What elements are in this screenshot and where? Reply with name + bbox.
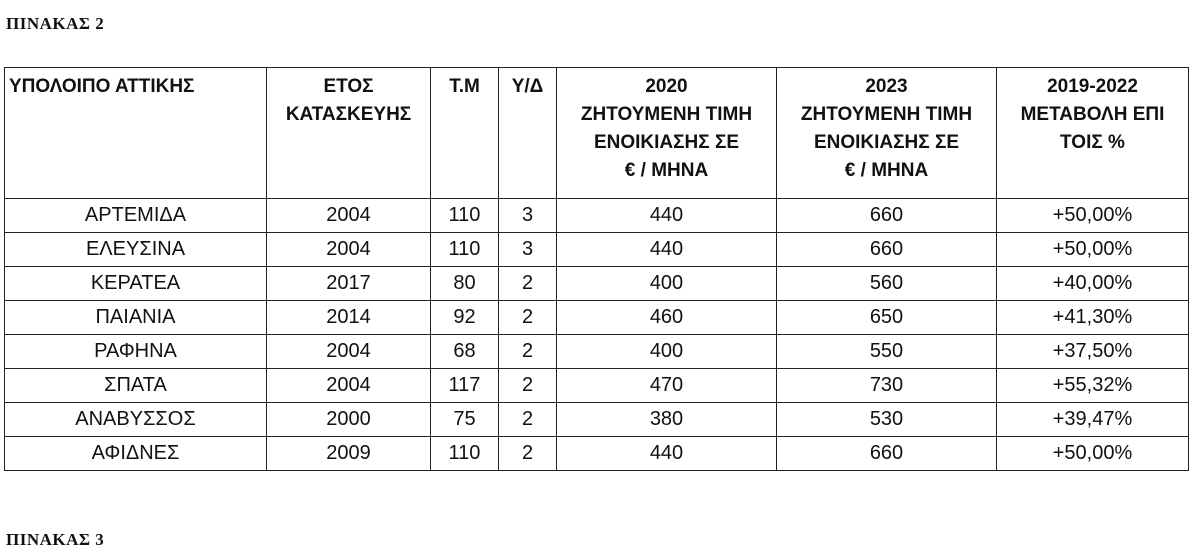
table-row bbox=[5, 437, 1189, 471]
table-cell: 660 bbox=[777, 437, 997, 471]
table-cell: 2004 bbox=[267, 199, 431, 233]
table-cell: 530 bbox=[777, 403, 997, 437]
table-row bbox=[5, 335, 1189, 369]
table-row bbox=[5, 199, 1189, 233]
table-cell: 110 bbox=[431, 233, 499, 267]
table-cell: +50,00% bbox=[997, 199, 1189, 233]
table-cell: 2 bbox=[499, 301, 557, 335]
column-header-line: ΕΝΟΙΚΙΑΣΗΣ ΣΕ bbox=[813, 132, 960, 153]
column-header-line: ΚΑΤΑΣΚΕΥΗΣ bbox=[285, 104, 412, 125]
rent-prices-table bbox=[4, 67, 1189, 471]
table-cell: 75 bbox=[431, 403, 499, 437]
table-row bbox=[5, 369, 1189, 403]
table-cell: 380 bbox=[557, 403, 777, 437]
table-cell: ΑΝΑΒΥΣΣΟΣ bbox=[5, 403, 267, 437]
column-header-line: 2023 bbox=[865, 76, 908, 97]
table-row bbox=[5, 233, 1189, 267]
table-cell: 2000 bbox=[267, 403, 431, 437]
table-row bbox=[5, 403, 1189, 437]
column-header bbox=[777, 68, 997, 199]
table-cell: 117 bbox=[431, 369, 499, 403]
table-cell: +50,00% bbox=[997, 233, 1189, 267]
table-cell: 470 bbox=[557, 369, 777, 403]
column-header-line: Υ/Δ bbox=[511, 76, 544, 97]
column-header bbox=[997, 68, 1189, 199]
table-cell: 92 bbox=[431, 301, 499, 335]
table-cell: 3 bbox=[499, 199, 557, 233]
table-cell: 80 bbox=[431, 267, 499, 301]
table-cell: 550 bbox=[777, 335, 997, 369]
table-cell: +50,00% bbox=[997, 437, 1189, 471]
table-cell: +41,30% bbox=[997, 301, 1189, 335]
column-header-line: ΜΕΤΑΒΟΛΗ ΕΠΙ bbox=[1020, 104, 1165, 125]
table-cell: 2004 bbox=[267, 335, 431, 369]
table-cell: 2004 bbox=[267, 369, 431, 403]
table-cell: 110 bbox=[431, 199, 499, 233]
column-header-line: ΥΠΟΛΟΙΠΟ ΑΤΤΙΚΗΣ bbox=[9, 76, 195, 97]
table-cell: 560 bbox=[777, 267, 997, 301]
table-cell: 110 bbox=[431, 437, 499, 471]
column-header bbox=[499, 68, 557, 199]
column-header-line: ΖΗΤΟΥΜΕΝΗ ΤΙΜΗ bbox=[580, 104, 753, 125]
table-cell: 660 bbox=[777, 199, 997, 233]
table-cell: 3 bbox=[499, 233, 557, 267]
column-header-line: ΤΟΙΣ % bbox=[1060, 132, 1125, 153]
column-header-line: Τ.Μ bbox=[449, 76, 480, 97]
table-cell: 440 bbox=[557, 199, 777, 233]
table-cell: 2 bbox=[499, 437, 557, 471]
table-cell: 2004 bbox=[267, 233, 431, 267]
table-cell: 400 bbox=[557, 267, 777, 301]
table-cell: 68 bbox=[431, 335, 499, 369]
table-cell: ΣΠΑΤΑ bbox=[5, 369, 267, 403]
table-cell: 730 bbox=[777, 369, 997, 403]
table-cell: 440 bbox=[557, 437, 777, 471]
table-row bbox=[5, 267, 1189, 301]
table-cell: 2009 bbox=[267, 437, 431, 471]
table-cell: +55,32% bbox=[997, 369, 1189, 403]
table-cell: +37,50% bbox=[997, 335, 1189, 369]
table-cell: 2 bbox=[499, 403, 557, 437]
table-cell: 400 bbox=[557, 335, 777, 369]
table-cell: 440 bbox=[557, 233, 777, 267]
column-header bbox=[267, 68, 431, 199]
column-header-line: ΕΝΟΙΚΙΑΣΗΣ ΣΕ bbox=[593, 132, 740, 153]
table-cell: 2 bbox=[499, 267, 557, 301]
table-caption: ΠΙΝΑΚΑΣ 2 bbox=[6, 14, 105, 33]
table-cell: 650 bbox=[777, 301, 997, 335]
table-header-row bbox=[5, 68, 1189, 199]
table-cell: ΠΑΙΑΝΙΑ bbox=[5, 301, 267, 335]
table-cell: 2 bbox=[499, 335, 557, 369]
column-header bbox=[5, 68, 267, 199]
column-header bbox=[557, 68, 777, 199]
table-cell: ΑΡΤΕΜΙΔΑ bbox=[5, 199, 267, 233]
table-cell: ΡΑΦΗΝΑ bbox=[5, 335, 267, 369]
table-row bbox=[5, 301, 1189, 335]
table-cell: 660 bbox=[777, 233, 997, 267]
table-cell: ΚΕΡΑΤΕΑ bbox=[5, 267, 267, 301]
column-header-line: ΖΗΤΟΥΜΕΝΗ ΤΙΜΗ bbox=[800, 104, 973, 125]
table-cell: +40,00% bbox=[997, 267, 1189, 301]
table-cell: 2014 bbox=[267, 301, 431, 335]
column-header-line: 2020 bbox=[645, 76, 688, 97]
table-cell: 460 bbox=[557, 301, 777, 335]
column-header-line: € / ΜΗΝΑ bbox=[624, 160, 709, 181]
table-cell: 2017 bbox=[267, 267, 431, 301]
table-cell: ΑΦΙΔΝΕΣ bbox=[5, 437, 267, 471]
table-cell: 2 bbox=[499, 369, 557, 403]
next-table-caption: ΠΙΝΑΚΑΣ 3 bbox=[6, 530, 105, 549]
table-cell: +39,47% bbox=[997, 403, 1189, 437]
column-header-line: ΕΤΟΣ bbox=[323, 76, 374, 97]
column-header-line: 2019-2022 bbox=[1047, 76, 1138, 97]
column-header-line: € / ΜΗΝΑ bbox=[844, 160, 929, 181]
column-header bbox=[431, 68, 499, 199]
table-cell: ΕΛΕΥΣΙΝΑ bbox=[5, 233, 267, 267]
